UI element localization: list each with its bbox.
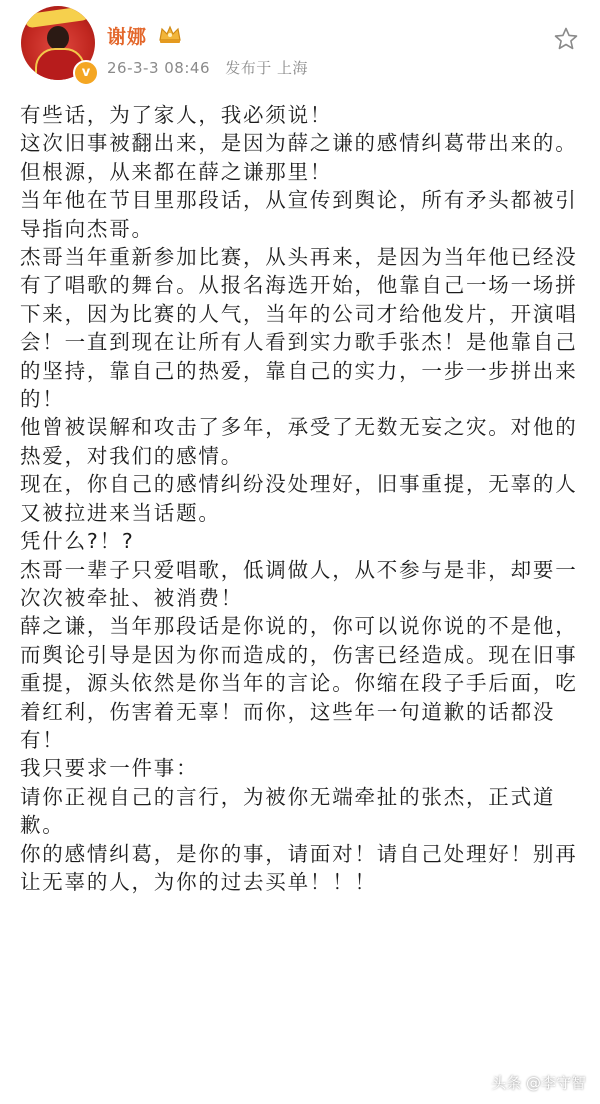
crown-badge-icon[interactable] <box>158 24 182 44</box>
post-paragraph: 请你正视自己的言行，为被你无端牵扯的张杰，正式道歉。 <box>20 784 556 838</box>
watermark: 头条 @李守智 <box>491 1074 586 1092</box>
post-location: 发布于 上海 <box>225 59 309 77</box>
post-paragraph: 当年他在节目里那段话，从宣传到舆论，所有矛头都被引导指向杰哥。 <box>20 188 578 241</box>
post-body <box>20 101 580 896</box>
post-paragraph: 他曾被误解和攻击了多年，承受了无数无妄之灾。对他的热爱，对我们的感情。 <box>20 415 578 468</box>
post-paragraph: 有些话，为了家人，我必须说！ <box>20 103 333 127</box>
post-paragraph: 现在，你自己的感情纠纷没处理好，旧事重提，无辜的人又被拉进来当话题。 <box>20 472 578 525</box>
author-name[interactable]: 谢娜 <box>107 26 148 48</box>
avatar-figure-head <box>47 26 69 50</box>
star-icon[interactable] <box>553 26 579 52</box>
post-paragraph: 你的感情纠葛，是你的事，请面对！请自己处理好！别再让无辜的人，为你的过去买单！！！ <box>20 841 578 894</box>
post-paragraph: 我只要求一件事： <box>20 756 199 781</box>
post-paragraph: 杰哥当年重新参加比赛，从头再来，是因为当年他已经没有了唱歌的舞台。从报名海选开始，他靠自己一场一场拼下来，因为比赛的人气，当年的公司才给他发片，开演唱会！一直到现在让所有人看到实力歌手张杰！是他靠自己的坚持，靠自己的热爱，靠自己的实力，一步一步拼出来的！ <box>20 245 578 412</box>
post-paragraph: 但根源，从来都在薛之谦那里！ <box>20 159 333 184</box>
post-paragraph: 薛之谦，当年那段话是你说的，你可以说你说的不是他，而舆论引导是因为你而造成的，伤害已经造成。现在旧事重提，源头依然是你当年的言论。你缩在段子手后面，吃着红利，伤害着无辜！而你，这些年一句道歉的话都没有！ <box>20 614 578 752</box>
verified-v-icon: v <box>73 60 99 86</box>
post-paragraph: 这次旧事被翻出来，是因为薛之谦的感情纠葛带出来的。 <box>20 131 578 156</box>
post-paragraph: 杰哥一辈子只爱唱歌，低调做人，从不参与是非，却要一次次被牵扯、被消费！ <box>20 557 578 610</box>
post-paragraph: 凭什么?！? <box>20 529 135 554</box>
post-meta <box>107 57 308 78</box>
post-timestamp: 26-3-3 08:46 <box>107 59 210 77</box>
post-header <box>0 0 600 96</box>
